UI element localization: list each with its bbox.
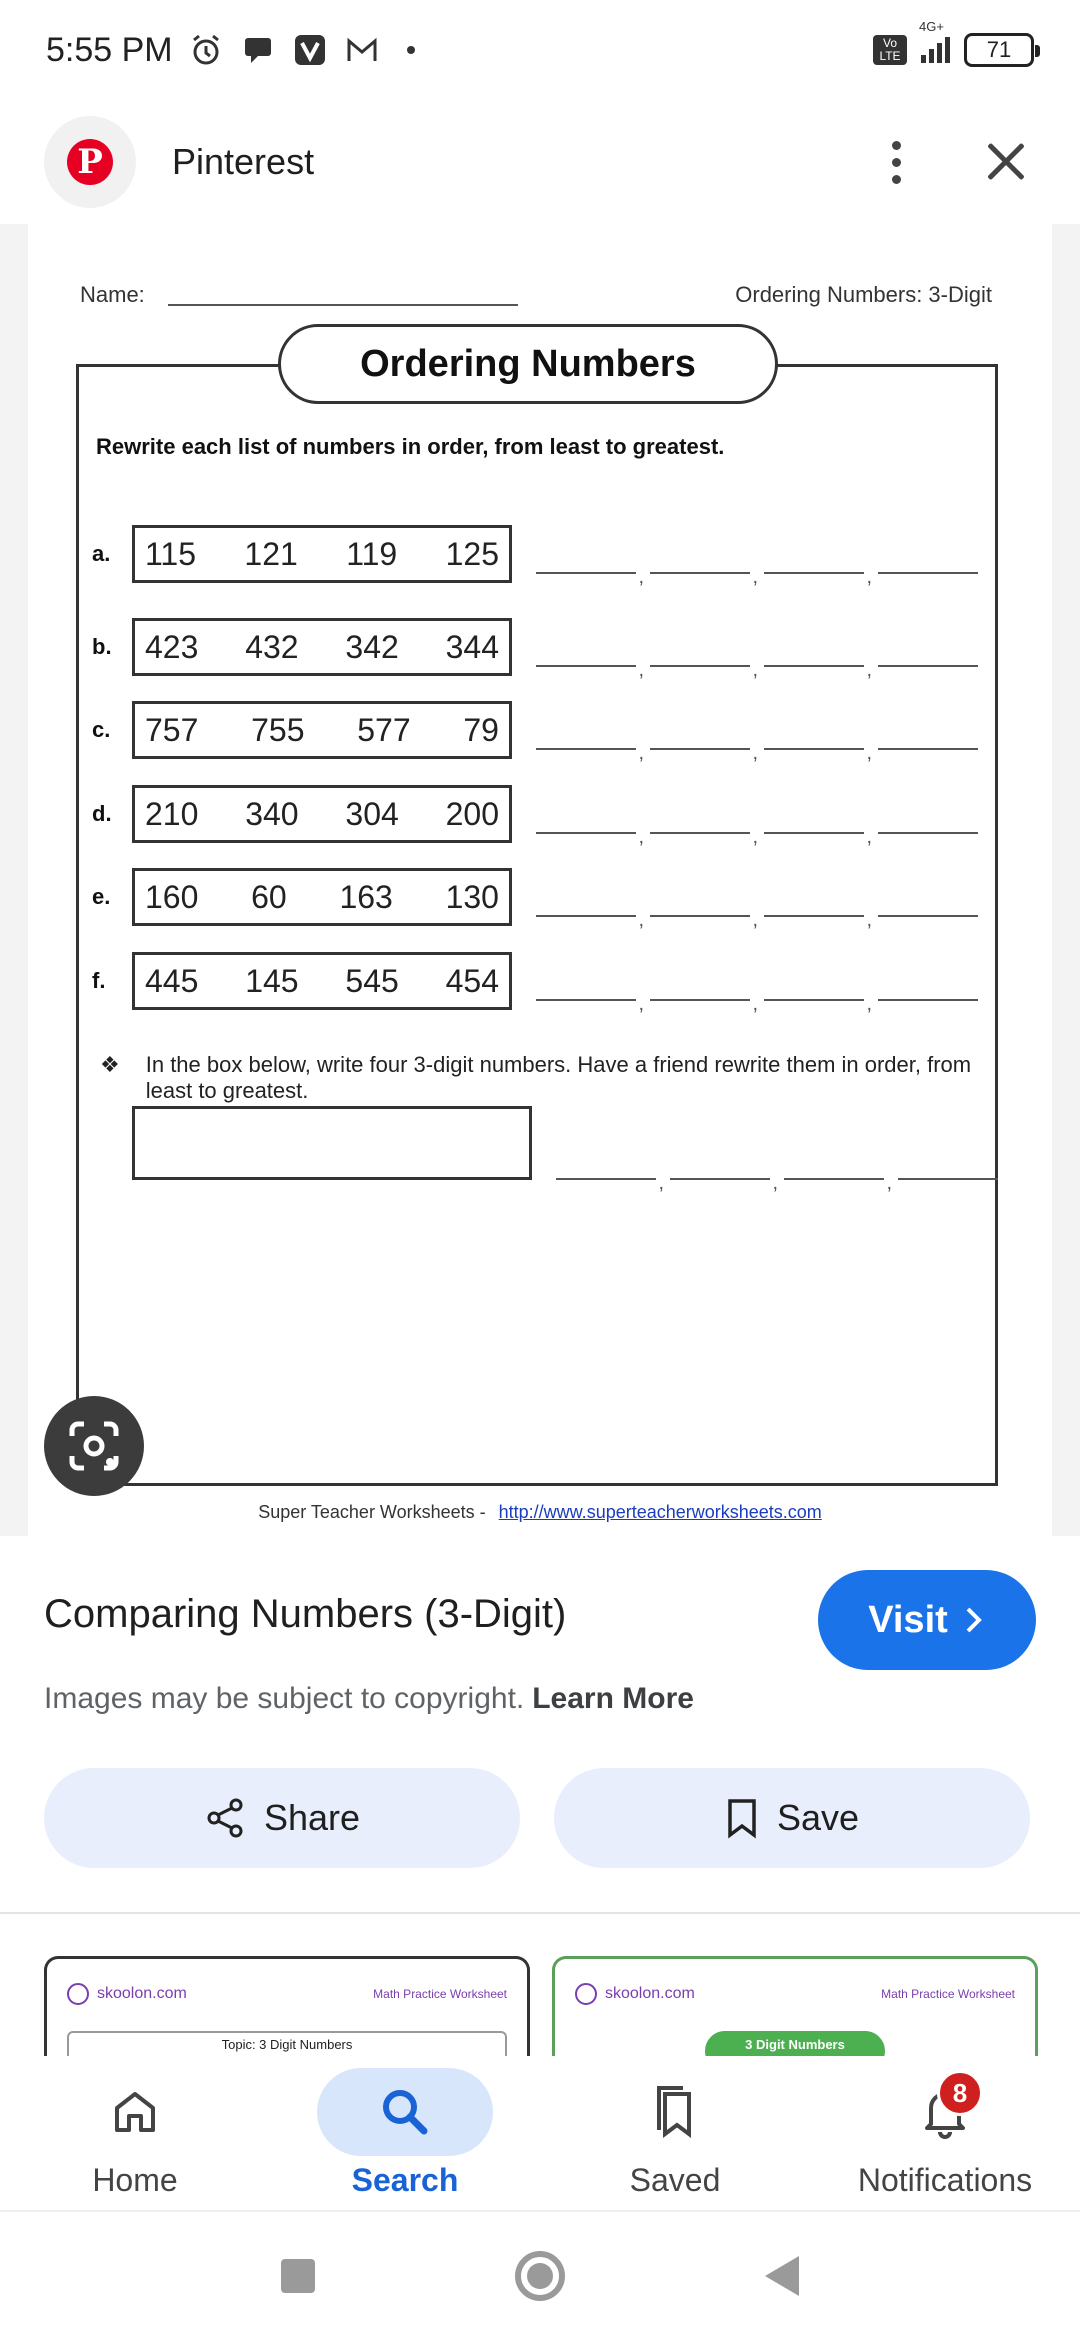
number-box: 210 340 304 200 — [132, 785, 512, 843]
thumb-brand: skoolon.com — [67, 1983, 187, 2005]
worksheet-footer-brand: Super Teacher Worksheets - — [258, 1502, 486, 1522]
related-result-card[interactable] — [552, 1956, 1038, 2056]
worksheet-image — [28, 224, 1052, 1536]
thumb-topic-bar: Topic: 3 Digit Numbers — [67, 2031, 507, 2056]
nav-saved[interactable] — [540, 2056, 810, 2210]
bottom-navigation — [0, 2056, 1080, 2212]
nav-search-label: Search — [351, 2162, 459, 2198]
status-notification-icons — [187, 31, 415, 69]
lens-icon — [66, 1418, 122, 1474]
worksheet-corner-label: Ordering Numbers: 3-Digit — [735, 282, 992, 307]
battery-level: 71 — [986, 37, 1012, 62]
visit-button[interactable] — [818, 1570, 1036, 1670]
number-box: 115 121 119 125 — [132, 525, 512, 583]
status-system-icons — [873, 19, 1034, 67]
number-box: 423 432 342 344 — [132, 618, 512, 676]
share-button-label: Share — [263, 1797, 361, 1838]
nav-home-label: Home — [92, 2162, 178, 2198]
chevron-right-icon — [962, 1605, 986, 1635]
copyright-notice — [44, 1682, 694, 1716]
more-options-icon[interactable] — [876, 132, 916, 192]
alarm-icon — [187, 31, 225, 69]
share-button[interactable] — [44, 1768, 520, 1868]
worksheet-row: c. 757 755 577 79 , , , — [92, 700, 1012, 760]
worksheet-row: f. 445 145 545 454 , , , — [92, 951, 1012, 1011]
answer-blanks — [536, 877, 978, 917]
thumb-kind: Math Practice Worksheet — [881, 1987, 1015, 2001]
number-box: 757 755 577 79 — [132, 701, 512, 759]
back-button[interactable] — [765, 2256, 799, 2296]
nav-saved-label: Saved — [629, 2162, 721, 2198]
status-bar — [0, 0, 1080, 100]
learn-more-link[interactable]: Learn More — [532, 1682, 694, 1715]
pinterest-logo-icon: P — [67, 139, 113, 185]
more-notifications-dot — [407, 46, 415, 54]
gmail-icon — [343, 31, 381, 69]
vpn-app-icon — [291, 31, 329, 69]
answer-blanks — [536, 534, 978, 574]
bonus-star-icon: ❖ — [100, 1052, 120, 1077]
empty-number-box — [132, 1106, 532, 1180]
worksheet-row: a. 115 121 119 125 , , , — [92, 524, 1012, 584]
bookmark-icon — [725, 1797, 759, 1839]
worksheet-bonus-text: In the box below, write four 3-digit numbers. Have a friend rewrite them in order, from least to greatest. — [145, 1052, 972, 1103]
notification-badge: 8 — [937, 2070, 983, 2116]
lens-search-button[interactable] — [44, 1396, 144, 1496]
worksheet-name-line — [168, 304, 518, 306]
saved-icon — [649, 2084, 701, 2140]
save-button-label: Save — [776, 1797, 860, 1838]
save-button[interactable] — [554, 1768, 1030, 1868]
network-type: 4G+ — [919, 19, 944, 34]
related-result-card[interactable] — [44, 1956, 530, 2056]
thumb-kind: Math Practice Worksheet — [373, 1987, 507, 2001]
signal-icon — [919, 19, 950, 63]
message-icon — [239, 31, 277, 69]
thumb-topic-bar: 3 Digit Numbers — [705, 2031, 885, 2056]
number-box: 445 145 545 454 — [132, 952, 512, 1010]
worksheet-row: e. 160 60 163 130 , , , — [92, 867, 1012, 927]
worksheet-row: d. 210 340 304 200 , , , — [92, 784, 1012, 844]
app-title: Pinterest — [172, 141, 315, 182]
worksheet-row: b. 423 432 342 344 , , , — [92, 617, 1012, 677]
visit-button-label: Visit — [868, 1598, 948, 1641]
copyright-text: Images may be subject to copyright. — [44, 1682, 525, 1715]
worksheet-footer-link: http://www.superteacherworksheets.com — [498, 1502, 822, 1522]
pinterest-logo — [44, 116, 136, 208]
answer-blanks — [536, 710, 978, 750]
nav-notifications-label: Notifications — [857, 2162, 1033, 2198]
home-icon — [109, 2086, 161, 2138]
worksheet-footer — [28, 1502, 1052, 1523]
answer-blanks — [556, 1140, 998, 1180]
battery-icon — [964, 33, 1034, 67]
app-header — [0, 100, 1080, 224]
home-system-button[interactable] — [515, 2251, 565, 2301]
nav-search[interactable] — [270, 2056, 540, 2210]
thumb-brand: skoolon.com — [575, 1983, 695, 2005]
worksheet-name-label: Name: — [80, 282, 145, 307]
owl-logo-icon — [575, 1983, 597, 2005]
number-box: 160 60 163 130 — [132, 868, 512, 926]
search-icon — [377, 2084, 433, 2140]
owl-logo-icon — [67, 1983, 89, 2005]
system-navigation-bar — [0, 2212, 1080, 2340]
volte-icon: Vo LTE — [873, 35, 907, 65]
worksheet-empty-row — [132, 1106, 998, 1180]
share-icon — [204, 1797, 246, 1839]
section-divider — [0, 1912, 1080, 1914]
nav-notifications[interactable] — [810, 2056, 1080, 2210]
recents-button[interactable] — [281, 2259, 315, 2293]
answer-blanks — [536, 794, 978, 834]
nav-home[interactable] — [0, 2056, 270, 2210]
answer-blanks — [536, 627, 978, 667]
status-time: 5:55 PM — [46, 30, 173, 69]
worksheet-instruction: Rewrite each list of numbers in order, from least to greatest. — [96, 434, 725, 459]
result-title: Comparing Numbers (3-Digit) — [44, 1592, 567, 1636]
close-icon[interactable] — [976, 132, 1036, 192]
answer-blanks — [536, 961, 978, 1001]
preview-image-area[interactable] — [0, 224, 1080, 1536]
header-actions — [876, 132, 1036, 192]
worksheet-title: Ordering Numbers — [278, 324, 778, 404]
worksheet-bonus — [100, 1052, 1000, 1104]
